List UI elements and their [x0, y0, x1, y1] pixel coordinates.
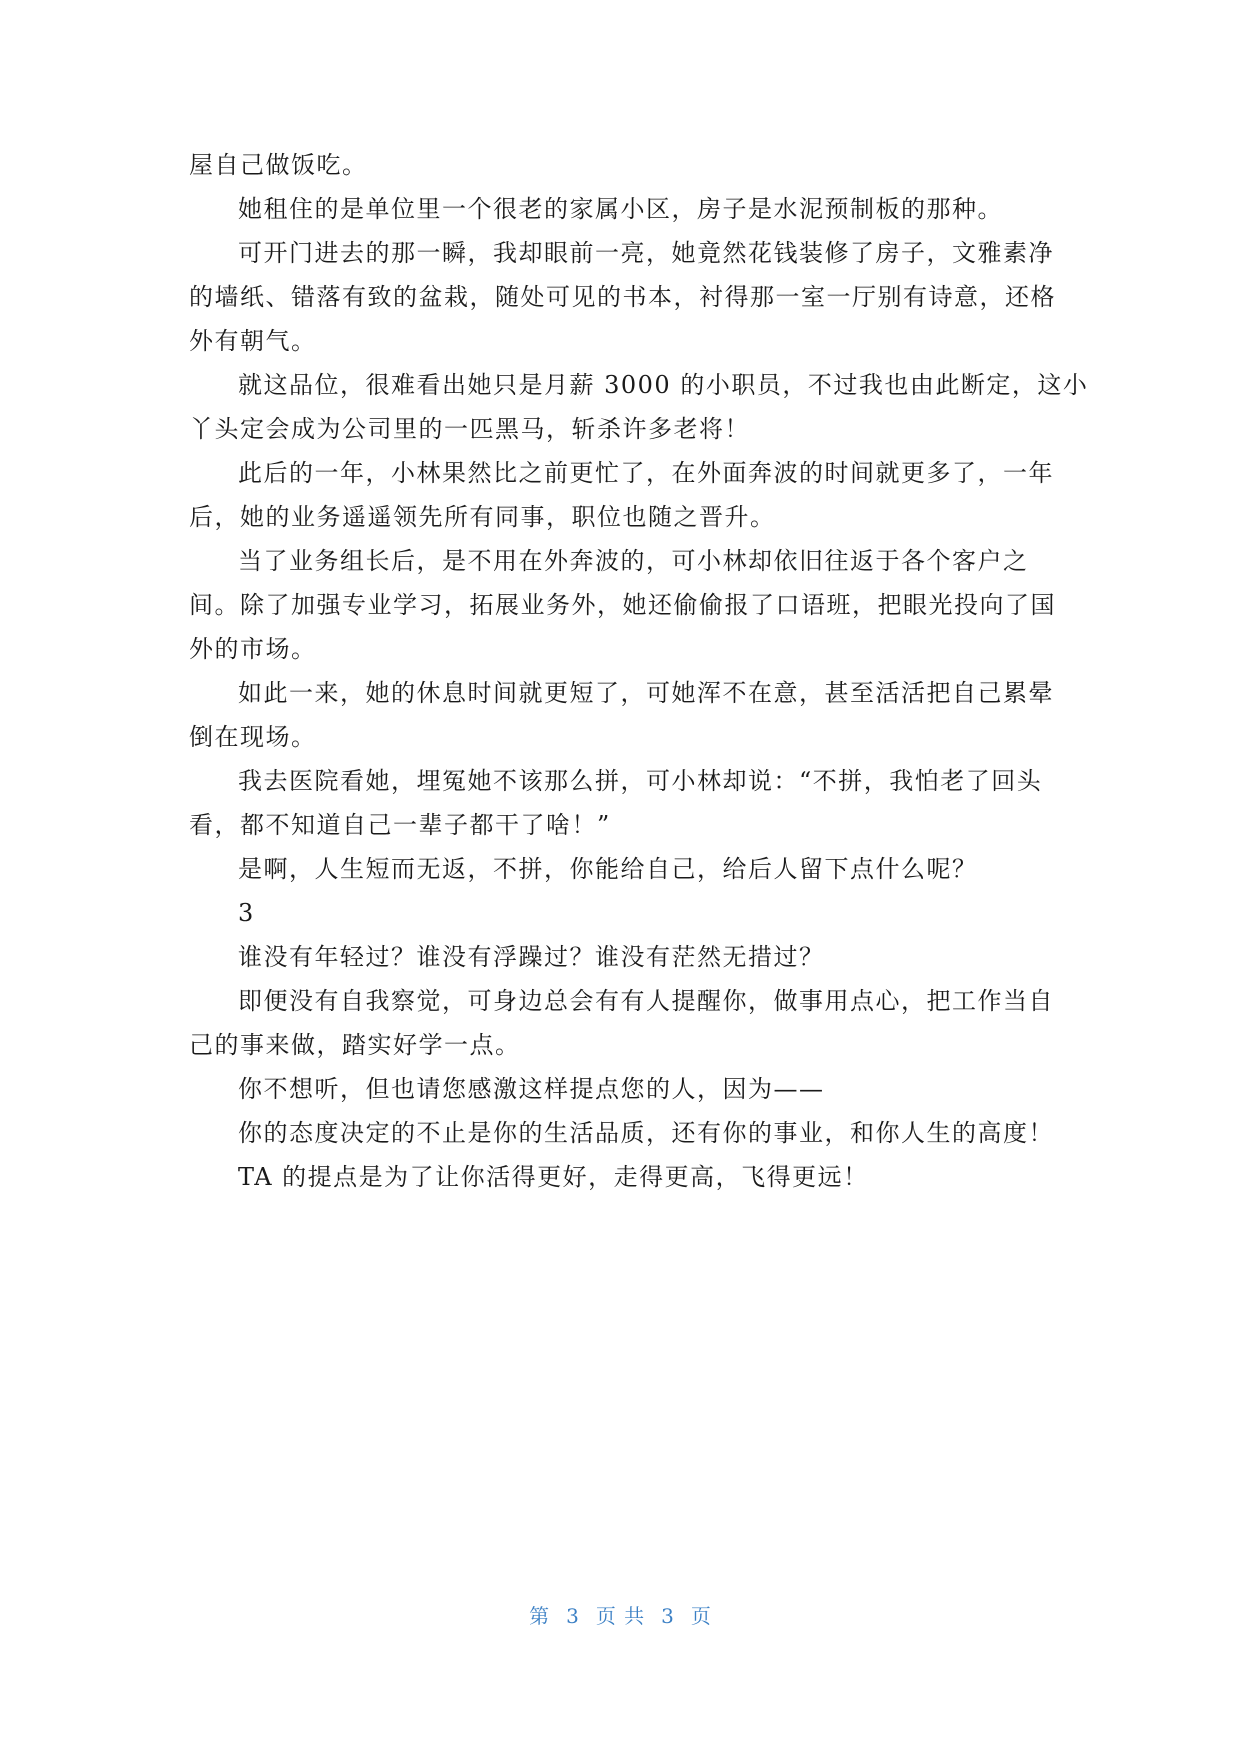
text-line: 后，她的业务遥遥领先所有同事，职位也随之晋升。 — [189, 503, 776, 531]
text-line: 外有朝气。 — [189, 327, 317, 355]
section-number: 3 — [238, 899, 255, 927]
text-line: 看，都不知道自己一辈子都干了啥！” — [189, 811, 611, 839]
text-line: 间。除了加强专业学习，拓展业务外，她还偷偷报了口语班，把眼光投向了国 — [189, 591, 1056, 619]
text-line: 就这品位，很难看出她只是月薪 3000 的小职员，不过我也由此断定，这小 — [238, 371, 1089, 399]
text-line: 她租住的是单位里一个很老的家属小区，房子是水泥预制板的那种。 — [238, 195, 1003, 223]
footer-suffix: 页 — [690, 1604, 712, 1628]
text-line: 即便没有自我察觉，可身边总会有有人提醒你，做事用点心，把工作当自 — [238, 987, 1054, 1015]
text-line: 可开门进去的那一瞬，我却眼前一亮，她竟然花钱装修了房子，文雅素净 — [238, 239, 1054, 267]
page-footer — [0, 1600, 1241, 1629]
text-line: 当了业务组长后，是不用在外奔波的，可小林却依旧往返于各个客户之 — [238, 547, 1029, 575]
footer-prefix: 第 — [529, 1604, 551, 1628]
text-line: 是啊，人生短而无返，不拼，你能给自己，给后人留下点什么呢？ — [238, 855, 978, 883]
text-line: 谁没有年轻过？谁没有浮躁过？谁没有茫然无措过？ — [238, 943, 825, 971]
footer-current-page: 3 — [566, 1604, 580, 1628]
text-line: 此后的一年，小林果然比之前更忙了，在外面奔波的时间就更多了，一年 — [238, 459, 1054, 487]
text-line: TA 的提点是为了让你活得更好，走得更高，飞得更远！ — [238, 1163, 869, 1191]
text-line: 倒在现场。 — [189, 723, 317, 751]
text-line: 丫头定会成为公司里的一匹黑马，斩杀许多老将！ — [189, 415, 750, 443]
text-line: 如此一来，她的休息时间就更短了，可她浑不在意，甚至活活把自己累晕 — [238, 679, 1054, 707]
footer-total-pages: 3 — [661, 1604, 675, 1628]
text-line: 你不想听，但也请您感激这样提点您的人，因为—— — [238, 1075, 825, 1103]
footer-middle: 页 共 — [595, 1604, 646, 1628]
text-line: 你的态度决定的不止是你的生活品质，还有你的事业，和你人生的高度！ — [238, 1119, 1054, 1147]
text-line: 己的事来做，踏实好学一点。 — [189, 1031, 521, 1059]
text-line: 我去医院看她，埋冤她不该那么拼，可小林却说：“不拼，我怕老了回头 — [238, 767, 1043, 795]
text-line: 外的市场。 — [189, 635, 317, 663]
text-line: 屋自己做饭吃。 — [189, 151, 368, 179]
text-line: 的墙纸、错落有致的盆栽，随处可见的书本，衬得那一室一厅别有诗意，还格 — [189, 283, 1056, 311]
